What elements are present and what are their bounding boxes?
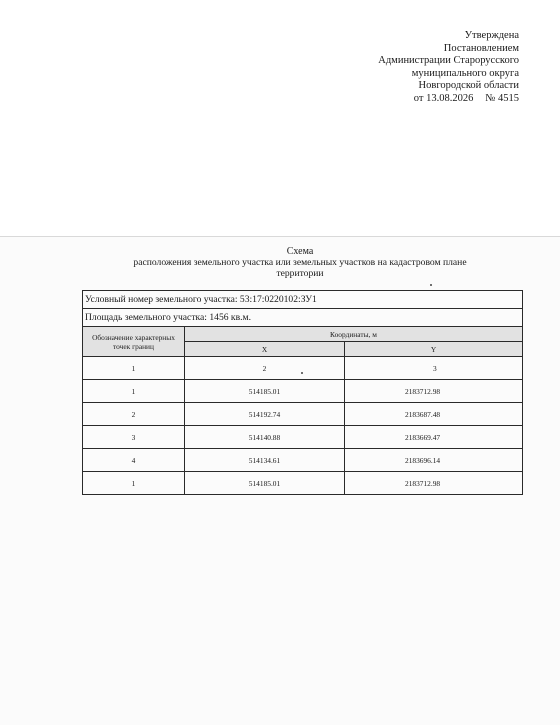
coord-y: 2183687.48: [345, 403, 523, 426]
scan-speck: [301, 372, 303, 374]
table-row: [83, 472, 523, 495]
approval-line: Новгородской области: [418, 80, 519, 92]
parcel-area-row: [83, 309, 523, 327]
approval-line: Постановлением: [443, 42, 519, 54]
point-id: 3: [83, 426, 185, 449]
coord-x: 514192.74: [185, 403, 345, 426]
parcel-number-row: [83, 291, 523, 309]
header-coords: Координаты, м: [185, 327, 523, 342]
coord-y: 2183669.47: [345, 426, 523, 449]
approval-block: [378, 30, 519, 106]
coord-x: 514134.61: [185, 449, 345, 472]
approval-date: от 13.08.2026: [413, 92, 474, 104]
table-row: [83, 426, 523, 449]
table-row: [83, 449, 523, 472]
parcel-number: Условный номер земельного участка: 53:17:0220102:ЗУ1: [83, 291, 523, 309]
column-index: 3: [345, 357, 523, 380]
approval-date-line: [378, 93, 519, 106]
document-title: [100, 246, 500, 279]
parcel-area: Площадь земельного участка: 1456 кв.м.: [83, 309, 523, 327]
column-index: 1: [83, 357, 185, 380]
point-id: 1: [83, 472, 185, 495]
point-id: 1: [83, 380, 185, 403]
coord-x: 514185.01: [185, 380, 345, 403]
header-points: Обозначение характерных точек границ: [83, 327, 185, 357]
approval-line: муниципального округа: [411, 67, 519, 79]
scan-seam: [0, 236, 560, 237]
table-row: [83, 380, 523, 403]
coord-x: 514140.88: [185, 426, 345, 449]
table-row: [83, 403, 523, 426]
approval-line: Утверждена: [464, 30, 519, 41]
column-index-row: [83, 357, 523, 380]
header-row: [83, 327, 523, 342]
coordinates-table: [82, 290, 523, 495]
approval-line: Администрации Старорусского: [378, 55, 519, 67]
point-id: 4: [83, 449, 185, 472]
header-x: X: [185, 342, 345, 357]
scan-speck: [430, 284, 432, 286]
coord-x: 514185.01: [185, 472, 345, 495]
point-id: 2: [83, 403, 185, 426]
title-line: Схема: [286, 246, 314, 257]
title-line: территории: [276, 268, 324, 279]
header-y: Y: [345, 342, 523, 357]
coord-y: 2183696.14: [345, 449, 523, 472]
coord-y: 2183712.98: [345, 380, 523, 403]
column-index: 2: [185, 357, 345, 380]
title-line: расположения земельного участка или земельных участков на кадастровом плане: [133, 257, 467, 268]
approval-number: № 4515: [485, 92, 519, 104]
coord-y: 2183712.98: [345, 472, 523, 495]
